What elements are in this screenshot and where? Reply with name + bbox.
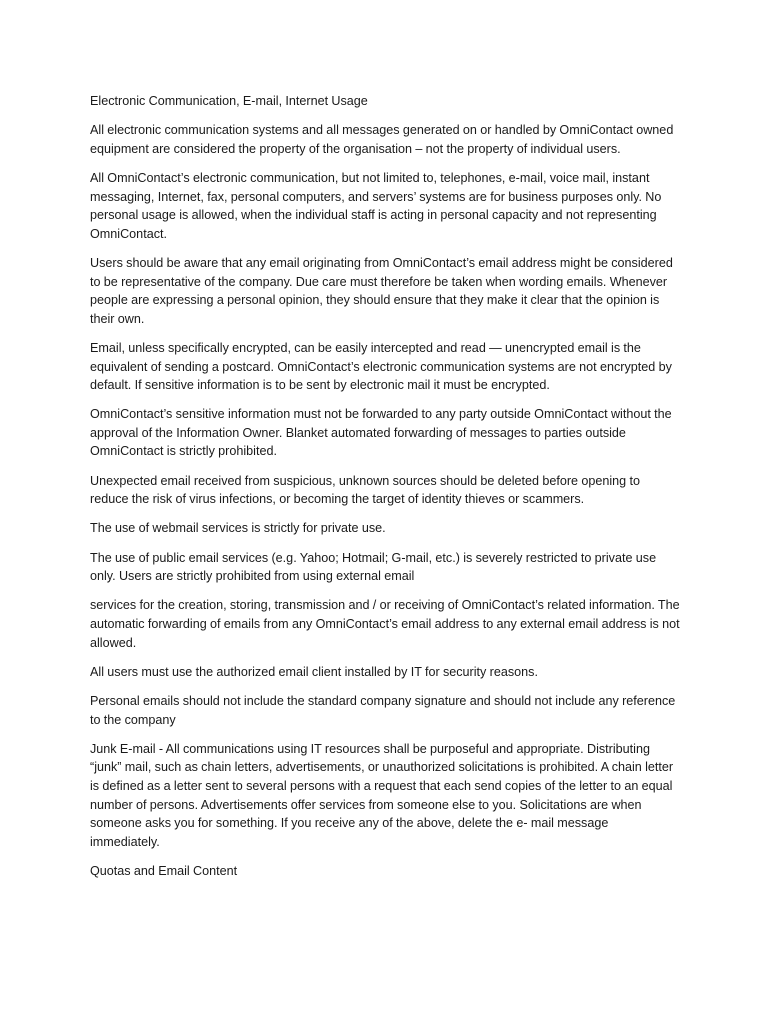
- document-title: Electronic Communication, E-mail, Internet Usage: [90, 94, 368, 108]
- paragraph-property: All electronic communication systems and all messages generated on or handled by OmniContact owned equipment are considered the property of the organisation – not the property of individual users.: [90, 123, 674, 156]
- paragraph-suspicious-email: Unexpected email received from suspicious, unknown sources should be deleted before opening to reduce the risk of virus infections, or becoming the target of identity thieves or scammers.: [90, 473, 640, 507]
- paragraph-forwarding: services for the creation, storing, transmission and / or receiving of OmniContact’s related information. The automatic forwarding of emails from any OmniContact’s email address to any external email address is not allowed.: [90, 598, 680, 650]
- paragraph-signature: Personal emails should not include the standard company signature and should not include any reference to the company: [90, 693, 676, 727]
- paragraph-public-email: The use of public email services (e.g. Yahoo; Hotmail; G-mail, etc.) is severely restricted to private use only. Users are strictly prohibited from using external email: [90, 550, 657, 584]
- paragraph-business-use: All OmniContact’s electronic communication, but not limited to, telephones, e-mail, voice mail, instant messaging, Internet, fax, personal computers, and servers’ systems are for business purposes only. No personal usage is allowed, when the individual staff is acting in personal capacity and not representing OmniContact.: [90, 170, 662, 241]
- paragraph-email-client: All users must use the authorized email client installed by IT for security reasons.: [90, 664, 538, 679]
- paragraph-junk-email: Junk E-mail - All communications using IT resources shall be purposeful and appropriate. Distributing “junk” mail, such as chain letters, advertisements, or unauthorized solicitations is prohibited. A chain letter is defined as a letter sent to several persons with a request that each send copies of the letter to an equal number of persons. Advertisements offer services from someone else to you. Solicitations are when someone asks you for something. If you receive any of the above, delete the e- mail message immediately.: [90, 741, 674, 849]
- paragraph-encryption: Email, unless specifically encrypted, can be easily intercepted and read — unencrypted email is the equivalent of sending a postcard. OmniContact’s electronic communication systems are not encrypted by default. If sensitive information is to be sent by electronic mail it must be encrypted.: [90, 340, 672, 393]
- paragraph-webmail: The use of webmail services is strictly for private use.: [90, 521, 386, 536]
- document-body: [90, 92, 680, 891]
- paragraph-representation: Users should be aware that any email originating from OmniContact’s email address might be considered to be representative of the company. Due care must therefore be taken when wording emails. Whenever people are expressing a personal opinion, they should ensure that they make it clear that the opinion is their own.: [90, 255, 673, 326]
- section-heading-quotas: Quotas and Email Content: [90, 863, 238, 878]
- paragraph-sensitive-info: OmniContact’s sensitive information must not be forwarded to any party outside OmniContact without the approval of the Information Owner. Blanket automated forwarding of messages to parties outside OmniContact is strictly prohibited.: [90, 407, 672, 459]
